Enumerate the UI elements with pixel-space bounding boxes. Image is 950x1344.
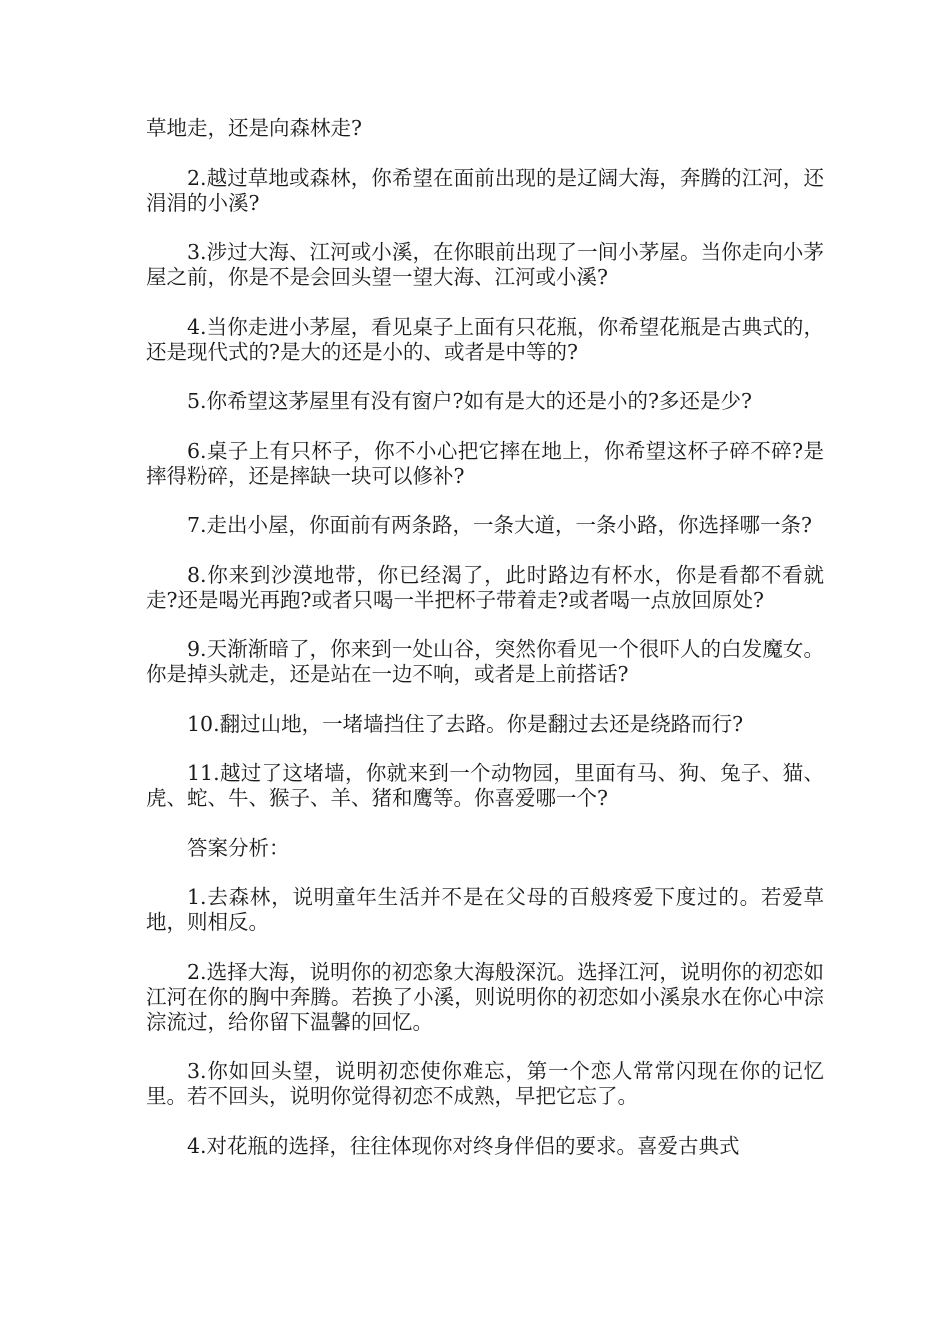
question-3: 3.涉过大海、江河或小溪，在你眼前出现了一间小茅屋。当你走向小茅屋之前，你是不是会回头望一望大海、江河或小溪? bbox=[146, 240, 824, 289]
question-7: 7.走出小屋，你面前有两条路，一条大道，一条小路，你选择哪一条? bbox=[187, 513, 813, 537]
question-4: 4.当你走进小茅屋，看见桌子上面有只花瓶，你希望花瓶是古典式的，还是现代式的?是大的还是小的、或者是中等的? bbox=[146, 314, 824, 364]
question-9: 9.天渐渐暗了，你来到一处山谷，突然你看见一个很吓人的白发魔女。你是掉头就走，还是站在一边不响，或者是上前搭话? bbox=[146, 637, 824, 686]
question-5: 5.你希望这茅屋里有没有窗户?如有是大的还是小的?多还是少? bbox=[187, 389, 753, 413]
question-8: 8.你来到沙漠地带，你已经渴了，此时路边有杯水，你是看都不看就走?还是喝光再跑?或者只喝一半把杯子带着走?或者喝一点放回原处? bbox=[146, 562, 824, 612]
answer-4: 4.对花瓶的选择，往往体现你对终身伴侣的要求。喜爱古典式 bbox=[187, 1133, 740, 1158]
paragraph-continuation: 草地走，还是向森林走? bbox=[146, 116, 362, 140]
answer-3: 3.你如回头望，说明初恋使你难忘，第一个恋人常常闪现在你的记忆里。若不回头，说明你觉得初恋不成熟，早把它忘了。 bbox=[146, 1059, 824, 1108]
question-11: 11.越过了这堵墙，你就来到一个动物园，里面有马、狗、兔子、猫、虎、蛇、牛、猴子、羊、猪和鹰等。你喜爱哪一个? bbox=[146, 761, 824, 810]
document-body bbox=[146, 116, 824, 1183]
question-6: 6.桌子上有只杯子，你不小心把它摔在地上，你希望这杯子碎不碎?是摔得粉碎，还是摔缺一块可以修补? bbox=[146, 438, 824, 488]
question-10: 10.翻过山地，一堵墙挡住了去路。你是翻过去还是绕路而行? bbox=[187, 711, 744, 736]
answer-2: 2.选择大海，说明你的初恋象大海般深沉。选择江河，说明你的初恋如江河在你的胸中奔腾。若换了小溪，则说明你的初恋如小溪泉水在你心中淙淙流过，给你留下温馨的回忆。 bbox=[146, 959, 824, 1034]
answer-1: 1.去森林，说明童年生活并不是在父母的百般疼爱下度过的。若爱草地，则相反。 bbox=[146, 885, 824, 934]
answer-heading: 答案分析： bbox=[187, 835, 290, 860]
question-2: 2.越过草地或森林，你希望在面前出现的是辽阔大海，奔腾的江河，还涓涓的小溪? bbox=[146, 165, 824, 215]
